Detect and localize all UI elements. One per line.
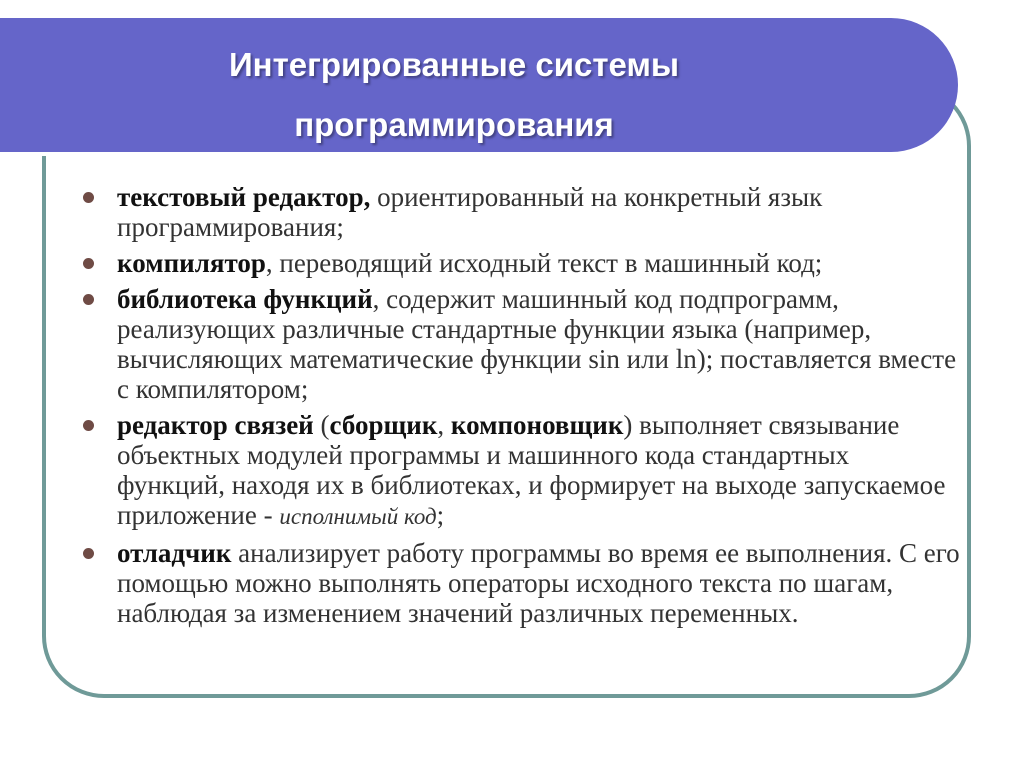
bullet-dot-icon <box>83 258 94 269</box>
term-composer: компоновщик <box>450 410 624 440</box>
bullet-dot-icon <box>83 192 94 203</box>
bullet-debugger <box>80 538 960 628</box>
bullet-dot-icon <box>83 420 94 431</box>
bullet-text-editor <box>80 182 960 242</box>
desc-linker-c: ) выполняет связывание объектных модулей программы и машинного кода стандартных функций, находя их в библиотеках, и формирует на выходе запускаемое приложение - <box>117 410 946 530</box>
slide-title-line-1: Интегрированные системы <box>228 46 680 83</box>
slide-title-line-2: программирования <box>294 106 614 143</box>
desc-function-library: , содержит машинный код подпрограмм, реализующих различные стандартные функции языка (например, вычисляющих математические функции sin или ln); поставляется вместе с компилятором; <box>117 284 957 404</box>
term-linker: редактор связей <box>117 410 314 440</box>
term-debugger: отладчик <box>117 538 232 568</box>
term-compiler: компилятор <box>117 248 266 278</box>
bullet-compiler <box>80 248 960 278</box>
desc-text-editor: ориентированный на конкретный язык программирования; <box>117 182 823 242</box>
desc-compiler: , переводящий исходный текст в машинный код; <box>265 248 823 278</box>
term-executable-code: исполнимый код <box>279 504 437 529</box>
bullet-linker <box>80 410 960 532</box>
bullet-function-library <box>80 284 960 404</box>
bullet-dot-icon <box>83 294 94 305</box>
desc-linker-a: ( <box>313 410 330 440</box>
desc-linker-b: , <box>437 410 451 440</box>
bullet-list <box>80 182 960 634</box>
desc-linker-d: ; <box>436 500 445 530</box>
term-text-editor: текстовый редактор, <box>117 182 371 212</box>
term-assembler: сборщик <box>329 410 438 440</box>
desc-debugger: анализирует работу программы во время ее выполнения. С его помощью можно выполнять операторы исходного текста по шагам, наблюдая за изменением значений различных переменных. <box>117 538 960 628</box>
title-underline <box>0 152 906 156</box>
bullet-dot-icon <box>83 548 94 559</box>
term-function-library: библиотека функций <box>117 284 373 314</box>
title-banner <box>0 18 958 152</box>
